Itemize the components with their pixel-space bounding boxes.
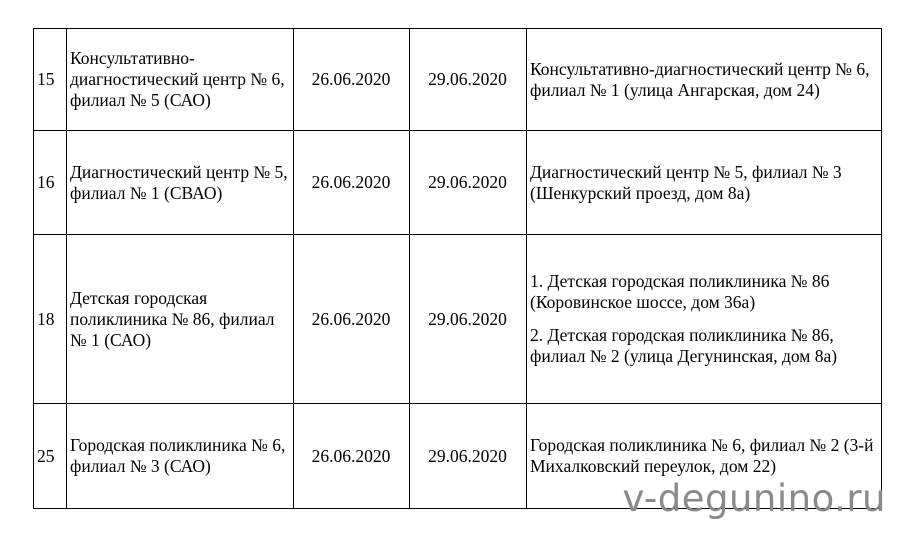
destination-cell [527,29,882,131]
row-number: 16 [34,131,67,235]
destination-cell [527,235,882,404]
destination-text: Городская поликлиника № 6, филиал № 2 (3-й Михалковский переулок, дом 22) [530,435,874,476]
row-number: 25 [34,404,67,509]
date-to-cell: 29.06.2020 [410,29,527,131]
institution-cell: Консультативно-диагностический центр № 6, филиал № 5 (САО) [67,29,294,131]
site-watermark: v-degunino.ru [622,477,886,520]
date-from-cell: 26.06.2020 [294,131,410,235]
destination-text: Диагностический центр № 5, филиал № 3 (Шенкурский проезд, дом 8а) [530,161,842,203]
table-row [34,235,882,404]
table-row [34,29,882,131]
date-from-cell: 26.06.2020 [294,235,410,404]
row-number: 18 [34,235,67,404]
closure-table [33,28,882,509]
date-to-cell: 29.06.2020 [410,235,527,404]
institution-cell: Диагностический центр № 5, филиал № 1 (СВАО) [67,131,294,235]
row-number: 15 [34,29,67,131]
date-to-cell: 29.06.2020 [410,404,527,509]
date-to-cell: 29.06.2020 [410,131,527,235]
date-from-cell: 26.06.2020 [294,29,410,131]
destination-text: 1. Детская городская поликлиника № 86 (Коровинское шоссе, дом 36а) [530,271,830,312]
destination-cell [527,131,882,235]
table-row [34,131,882,235]
institution-cell: Городская поликлиника № 6, филиал № 3 (САО) [67,404,294,509]
institution-cell: Детская городская поликлиника № 86, филиал № 1 (САО) [67,235,294,404]
date-from-cell: 26.06.2020 [294,404,410,509]
destination-text: Консультативно-диагностический центр № 6, филиал № 1 (улица Ангарская, дом 24) [530,58,870,100]
destination-text: 2. Детская городская поликлиника № 86, филиал № 2 (улица Дегунинская, дом 8а) [530,325,838,366]
